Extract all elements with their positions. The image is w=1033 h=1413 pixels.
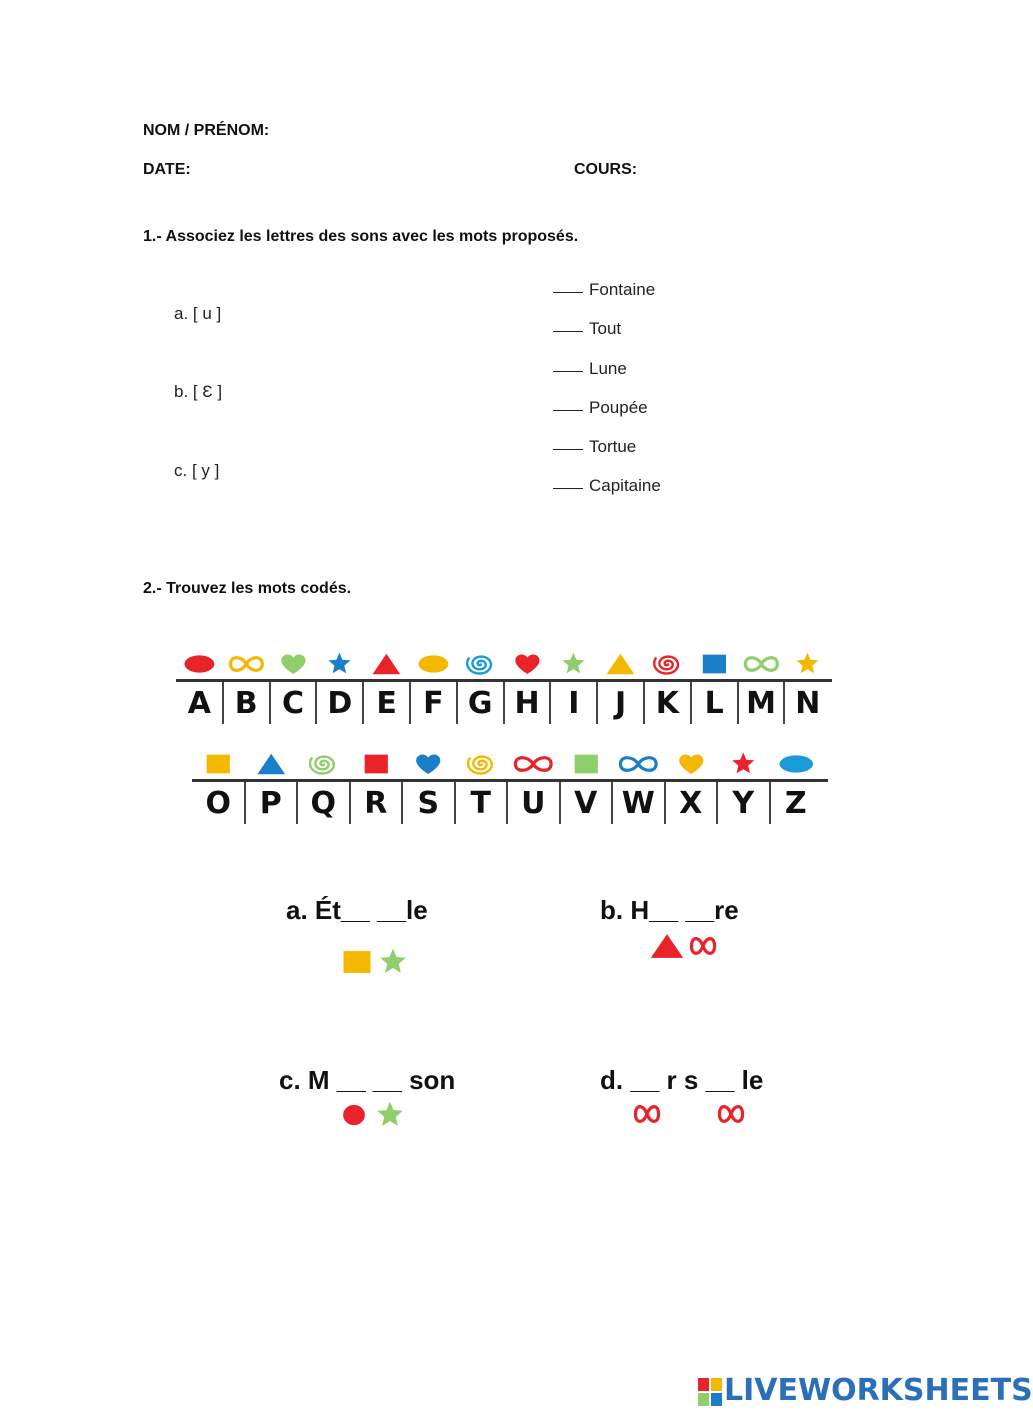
answer-blank[interactable] bbox=[553, 371, 583, 372]
cipher-cell-m bbox=[738, 652, 785, 732]
spiral-icon bbox=[455, 752, 508, 778]
cipher-letter: A bbox=[187, 686, 211, 721]
answer-blank[interactable] bbox=[553, 331, 583, 332]
infinity-icon bbox=[507, 752, 560, 778]
heart-icon bbox=[665, 752, 718, 778]
cipher-cell-e bbox=[363, 652, 410, 732]
cipher-cell-j bbox=[597, 652, 644, 732]
cipher-letter: P bbox=[259, 786, 282, 821]
cipher-divider bbox=[315, 682, 317, 724]
cipher-letter: L bbox=[704, 686, 724, 721]
heart-icon bbox=[402, 752, 455, 778]
cipher-cell-c bbox=[270, 652, 317, 732]
cipher-divider bbox=[456, 682, 458, 724]
sound-c: c. [ y ] bbox=[174, 461, 220, 480]
cipher-letter: I bbox=[568, 686, 580, 721]
puzzle-b: b. H__ __re bbox=[600, 895, 739, 925]
sound-b: b. [ Ɛ ] bbox=[174, 382, 223, 401]
answer-blank[interactable] bbox=[553, 488, 583, 489]
star-icon bbox=[550, 652, 597, 678]
cipher-divider bbox=[362, 682, 364, 724]
cipher-cell-g bbox=[457, 652, 504, 732]
cipher-cell-x bbox=[665, 752, 718, 832]
cipher-letter: F bbox=[423, 686, 444, 721]
cipher-cell-v bbox=[560, 752, 613, 832]
infinity-icon bbox=[630, 1100, 664, 1128]
cipher-letter: R bbox=[364, 786, 388, 821]
star-icon bbox=[784, 652, 831, 678]
cipher-divider bbox=[716, 782, 718, 824]
word-option[interactable]: Tout bbox=[553, 319, 621, 339]
puzzle-b-clues bbox=[650, 932, 720, 960]
cipher-divider bbox=[664, 782, 666, 824]
cipher-divider bbox=[454, 782, 456, 824]
cipher-divider bbox=[222, 682, 224, 724]
spiral-icon bbox=[644, 652, 691, 678]
star-icon bbox=[373, 1101, 407, 1129]
cipher-divider bbox=[549, 682, 551, 724]
cipher-cell-d bbox=[316, 652, 363, 732]
cipher-divider bbox=[737, 682, 739, 724]
cipher-letter: B bbox=[234, 686, 258, 721]
cipher-divider bbox=[269, 682, 271, 724]
cipher-divider bbox=[769, 782, 771, 824]
star-icon bbox=[717, 752, 770, 778]
cipher-letter: N bbox=[795, 686, 821, 721]
cipher-letter: X bbox=[679, 786, 703, 821]
cipher-divider bbox=[244, 782, 246, 824]
square-icon bbox=[691, 652, 738, 678]
cipher-cell-r bbox=[350, 752, 403, 832]
cipher-divider bbox=[783, 682, 785, 724]
cipher-cell-b bbox=[223, 652, 270, 732]
cipher-cell-t bbox=[455, 752, 508, 832]
cipher-cell-y bbox=[717, 752, 770, 832]
cipher-cell-o bbox=[192, 752, 245, 832]
cipher-letter: K bbox=[655, 686, 680, 721]
cipher-divider bbox=[401, 782, 403, 824]
puzzle-d: d. __ r s __ le bbox=[600, 1065, 764, 1095]
cipher-letter: J bbox=[615, 686, 627, 721]
cipher-letter: Q bbox=[310, 786, 336, 821]
puzzle-d-clues bbox=[630, 1100, 748, 1128]
spiral-icon bbox=[297, 752, 350, 778]
cipher-cell-h bbox=[504, 652, 551, 732]
cipher-divider bbox=[596, 682, 598, 724]
brand-name: LIVEWORKSHEETS bbox=[724, 1373, 1033, 1408]
name-label: NOM / PRÉNOM: bbox=[143, 122, 270, 139]
cipher-cell-p bbox=[245, 752, 298, 832]
cipher-cell-n bbox=[784, 652, 831, 732]
puzzle-c: c. M __ __ son bbox=[279, 1065, 456, 1095]
star-icon bbox=[376, 948, 410, 976]
cipher-cell-l bbox=[691, 652, 738, 732]
cipher-key-row-2 bbox=[192, 752, 828, 842]
word-option[interactable]: Capitaine bbox=[553, 476, 661, 496]
cipher-cell-i bbox=[550, 652, 597, 732]
cipher-letter: O bbox=[205, 786, 231, 821]
cipher-divider bbox=[409, 682, 411, 724]
oval-icon bbox=[337, 1101, 371, 1129]
triangle-icon bbox=[597, 652, 644, 678]
heart-icon bbox=[270, 652, 317, 678]
cipher-letter: S bbox=[417, 786, 440, 821]
cipher-divider bbox=[611, 782, 613, 824]
cipher-letter: U bbox=[521, 786, 546, 821]
cipher-divider bbox=[506, 782, 508, 824]
cipher-letter: V bbox=[574, 786, 598, 821]
infinity-icon bbox=[714, 1100, 748, 1128]
cipher-divider bbox=[349, 782, 351, 824]
cipher-key-row-1 bbox=[176, 652, 832, 742]
word-option[interactable]: Lune bbox=[553, 359, 627, 379]
triangle-icon bbox=[650, 932, 684, 960]
cipher-cell-u bbox=[507, 752, 560, 832]
triangle-icon bbox=[363, 652, 410, 678]
cipher-divider bbox=[643, 682, 645, 724]
cipher-divider bbox=[503, 682, 505, 724]
cipher-letter: W bbox=[621, 786, 655, 821]
cipher-letter: H bbox=[514, 686, 540, 721]
cipher-letter: C bbox=[281, 686, 304, 721]
puzzle-a-clues bbox=[340, 948, 410, 976]
cipher-cell-z bbox=[770, 752, 823, 832]
cipher-cell-w bbox=[612, 752, 665, 832]
infinity-icon bbox=[738, 652, 785, 678]
cipher-cell-f bbox=[410, 652, 457, 732]
infinity-icon bbox=[686, 932, 720, 960]
heart-icon bbox=[504, 652, 551, 678]
cipher-cell-q bbox=[297, 752, 350, 832]
oval-icon bbox=[176, 652, 223, 678]
cipher-letter: M bbox=[746, 686, 776, 721]
answer-blank[interactable] bbox=[553, 292, 583, 293]
oval-icon bbox=[770, 752, 823, 778]
square-icon bbox=[560, 752, 613, 778]
cipher-letter: T bbox=[470, 786, 491, 821]
square-icon bbox=[192, 752, 245, 778]
exercise2-title: 2.- Trouvez les mots codés. bbox=[143, 580, 352, 597]
cipher-cell-k bbox=[644, 652, 691, 732]
square-icon bbox=[340, 948, 374, 976]
spiral-icon bbox=[457, 652, 504, 678]
answer-blank[interactable] bbox=[553, 410, 583, 411]
cipher-letter: G bbox=[467, 686, 493, 721]
infinity-icon bbox=[223, 652, 270, 678]
cipher-cell-s bbox=[402, 752, 455, 832]
puzzle-a: a. Ét__ __le bbox=[286, 895, 428, 925]
date-label: DATE: bbox=[143, 161, 191, 178]
cipher-letter: E bbox=[376, 686, 397, 721]
cipher-divider bbox=[559, 782, 561, 824]
word-option[interactable]: Poupée bbox=[553, 398, 648, 418]
brand-icon bbox=[697, 1377, 723, 1407]
course-label: COURS: bbox=[574, 161, 638, 178]
cipher-letter: Y bbox=[732, 786, 755, 821]
cipher-letter: Z bbox=[784, 786, 807, 821]
cipher-letter: D bbox=[327, 686, 353, 721]
infinity-icon bbox=[612, 752, 665, 778]
sound-a: a. [ u ] bbox=[174, 304, 222, 323]
puzzle-c-clues bbox=[337, 1101, 407, 1129]
star-icon bbox=[316, 652, 363, 678]
word-option[interactable]: Fontaine bbox=[553, 280, 655, 300]
exercise1-title: 1.- Associez les lettres des sons avec les mots proposés. bbox=[143, 228, 579, 245]
answer-blank[interactable] bbox=[553, 449, 583, 450]
word-option[interactable]: Tortue bbox=[553, 437, 636, 457]
liveworksheets-logo bbox=[697, 1373, 1033, 1409]
cipher-cell-a bbox=[176, 652, 223, 732]
cipher-divider bbox=[690, 682, 692, 724]
cipher-divider bbox=[296, 782, 298, 824]
triangle-icon bbox=[245, 752, 298, 778]
square-icon bbox=[350, 752, 403, 778]
oval-icon bbox=[410, 652, 457, 678]
